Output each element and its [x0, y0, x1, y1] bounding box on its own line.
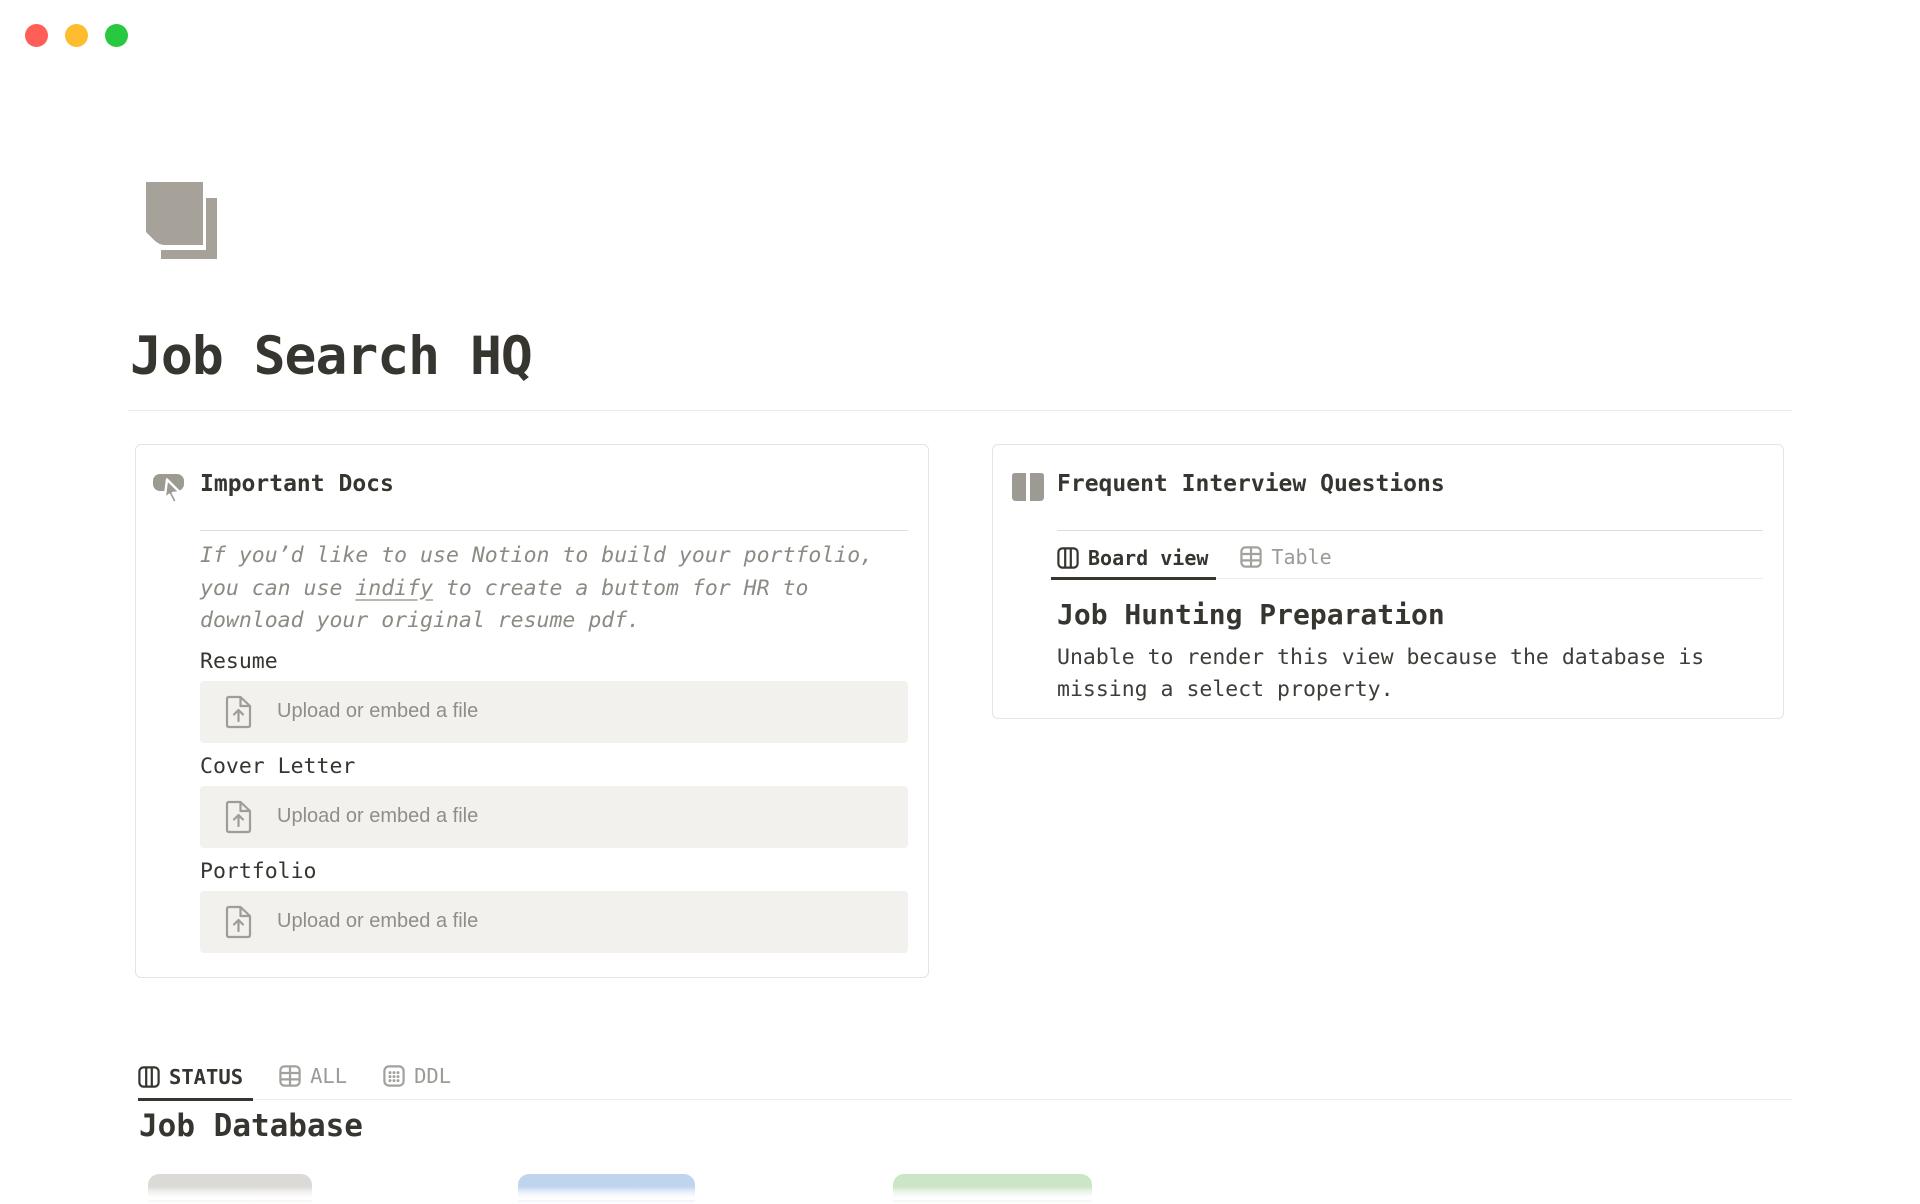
- button-click-icon: [152, 469, 190, 977]
- title-divider: [128, 410, 1792, 411]
- tab-label: STATUS: [169, 1065, 244, 1089]
- close-button[interactable]: [25, 24, 48, 47]
- important-docs-title: Important Docs: [200, 471, 394, 497]
- portfolio-label: Portfolio: [200, 858, 317, 884]
- tab-label: Table: [1271, 545, 1332, 569]
- table-view-icon: [279, 1065, 301, 1087]
- tab-all[interactable]: [279, 1062, 357, 1099]
- board-view-icon: [138, 1066, 160, 1088]
- cover-letter-upload-row[interactable]: [200, 786, 908, 848]
- resume-label: Resume: [200, 648, 278, 674]
- cover-letter-label: Cover Letter: [200, 753, 356, 779]
- upload-placeholder: Upload or embed a file: [277, 910, 479, 932]
- interview-questions-title: Frequent Interview Questions: [1057, 471, 1445, 497]
- indify-link[interactable]: indify: [355, 575, 434, 601]
- window-controls: [25, 24, 128, 47]
- description-text: If you’d like to use Notion to build your portfolio, you can use: [200, 543, 874, 601]
- divider: [200, 530, 908, 531]
- portfolio-upload-row[interactable]: [200, 891, 908, 953]
- upload-placeholder: Upload or embed a file: [277, 805, 479, 827]
- file-upload-icon: [225, 800, 252, 834]
- calendar-view-icon: [383, 1065, 405, 1087]
- job-database-title: Job Database: [139, 1108, 363, 1144]
- divider: [1057, 530, 1763, 531]
- board-error-message: Unable to render this view because the database is missing a select property.: [1057, 645, 1705, 702]
- file-upload-icon: [225, 695, 252, 729]
- view-tabs: [1057, 541, 1763, 579]
- open-book-icon: [1009, 469, 1047, 718]
- tab-table[interactable]: [1234, 541, 1339, 578]
- board-title: Job Hunting Preparation: [1057, 598, 1445, 631]
- table-view-icon: [1240, 546, 1262, 568]
- important-docs-callout: [135, 444, 929, 978]
- board-view-icon: [1057, 547, 1079, 569]
- upload-placeholder: Upload or embed a file: [277, 700, 479, 722]
- tab-board-view[interactable]: [1051, 541, 1216, 580]
- database-view-tabs: [138, 1062, 1792, 1100]
- interview-questions-callout: [992, 444, 1784, 719]
- maximize-button[interactable]: [105, 24, 128, 47]
- important-docs-description: [200, 540, 908, 638]
- description-text: to create a buttom for HR to download your original resume pdf.: [200, 575, 809, 633]
- minimize-button[interactable]: [65, 24, 88, 47]
- tab-label: Board view: [1088, 545, 1209, 570]
- tab-label: DDL: [414, 1064, 452, 1088]
- tab-ddl[interactable]: [383, 1062, 461, 1099]
- tab-status[interactable]: [138, 1062, 253, 1101]
- tab-label: ALL: [310, 1064, 348, 1088]
- page-title: Job Search HQ: [130, 326, 532, 387]
- resume-upload-row[interactable]: [200, 681, 908, 743]
- copy-pages-icon[interactable]: [146, 182, 220, 264]
- file-upload-icon: [225, 905, 252, 939]
